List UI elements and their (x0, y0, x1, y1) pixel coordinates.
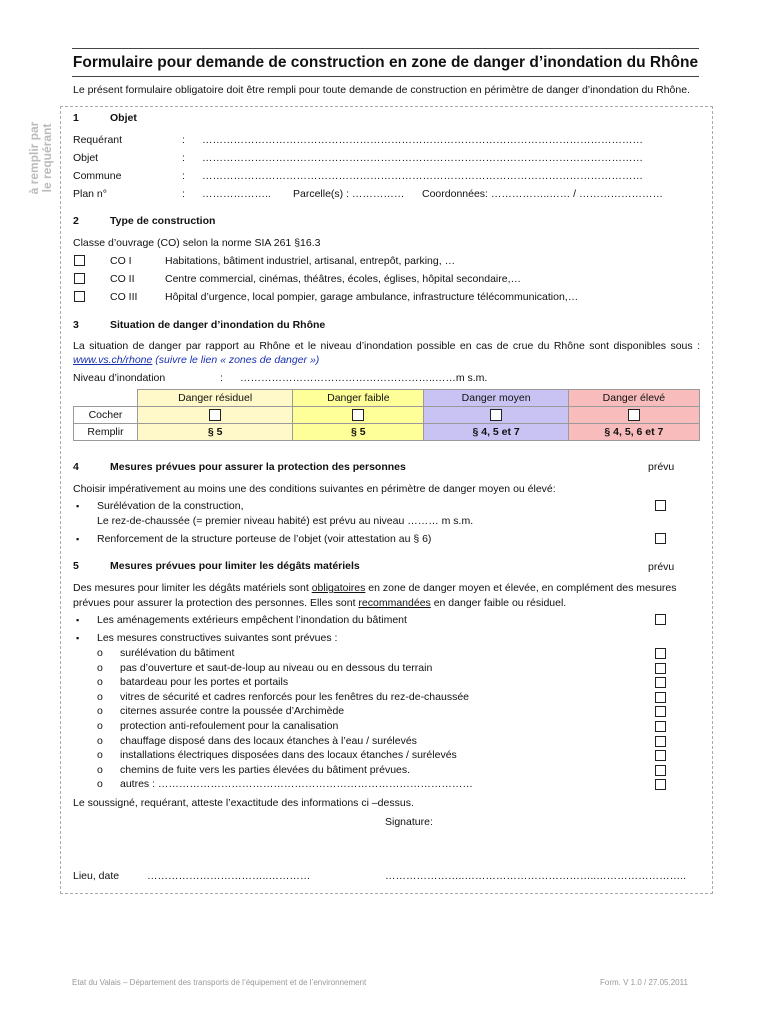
subitem-checkbox[interactable] (655, 663, 666, 674)
plan-colon: : (182, 188, 185, 200)
rhone-link-note: (suivre le lien « zones de danger ») (155, 354, 320, 366)
subitem-checkbox[interactable] (655, 648, 666, 659)
requerant-label: Requérant (73, 134, 123, 146)
coordonnees-field[interactable]: Coordonnées: ……………..…… / …………………… (422, 188, 663, 200)
commune-label: Commune (73, 170, 122, 182)
s4-surelevation: Surélévation de la construction, (97, 500, 244, 512)
subitem-label: chemins de fuite vers les parties élevées du bâtiment prévues. (120, 763, 411, 776)
side-label-line2: le requérant (40, 123, 54, 193)
subitem-label: pas d’ouverture et saut-de-loup au niveau ou en dessous du terrain (120, 661, 433, 674)
subitem-checkbox[interactable] (655, 750, 666, 761)
lieu-date-label: Lieu, date (73, 870, 120, 882)
commune-colon: : (182, 170, 185, 182)
subitem-label: autres : ……………………………………………………………………………… (120, 778, 473, 791)
s4-bullet-2: ▪ (76, 534, 80, 544)
niveau-colon: : (220, 372, 223, 384)
s5-para-line2 (73, 597, 566, 609)
s4-bullet-1: ▪ (76, 501, 80, 511)
subitem-checkbox[interactable] (655, 736, 666, 747)
s5-amenagements-checkbox[interactable] (655, 614, 666, 625)
s4-prevu-header: prévu (648, 461, 675, 473)
intro-text: Le présent formulaire obligatoire doit être rempli pour toute demande de construction en périmètre de danger d’inondation du Rhône. (73, 84, 690, 96)
subitem-marker: o (97, 763, 103, 776)
s4-renforcement-checkbox[interactable] (655, 533, 666, 544)
header-danger-faible: Danger faible (293, 390, 424, 407)
section-1-title: Objet (110, 112, 137, 124)
objet-colon: : (182, 152, 185, 164)
subitem-marker: o (97, 690, 103, 703)
co2-desc: Centre commercial, cinémas, théâtres, écoles, églises, hôpital secondaire,… (165, 273, 521, 285)
niveau-field[interactable]: ………………………………………………..……m s.m. (240, 372, 488, 384)
subitem-checkbox[interactable] (655, 765, 666, 776)
subitem-checkbox[interactable] (655, 706, 666, 717)
subitem-marker: o (97, 676, 103, 689)
subitem-marker: o (97, 720, 103, 732)
subitem-checkbox[interactable] (655, 721, 666, 732)
section-2-number: 2 (73, 215, 79, 227)
objet-label: Objet (73, 152, 99, 164)
plan-field[interactable]: ……………….. (202, 188, 271, 200)
s5-para2-c: en danger faible ou résiduel. (430, 597, 567, 609)
co-intro: Classe d’ouvrage (CO) selon la norme SIA 261 §16.3 (73, 237, 321, 249)
subitem-label: protection anti-refoulement pour la canalisation (120, 720, 339, 732)
ref-faible: § 5 (293, 424, 424, 441)
s5-para-line1 (73, 582, 677, 594)
parcelle-field[interactable]: Parcelle(s) : …………… (293, 188, 405, 200)
cell-cocher-eleve (568, 407, 699, 424)
requerant-field[interactable]: ……………………………………………………………………………………………………………… (202, 134, 643, 146)
row-label-cocher: Cocher (74, 407, 138, 424)
danger-table (73, 389, 700, 441)
cell-cocher-faible (293, 407, 424, 424)
danger-moyen-checkbox[interactable] (490, 409, 502, 421)
section-3-title: Situation de danger d’inondation du Rhône (110, 319, 326, 331)
co2-code: CO II (110, 273, 135, 285)
s4-surelevation-checkbox[interactable] (655, 500, 666, 511)
table-corner (74, 390, 138, 407)
danger-faible-checkbox[interactable] (352, 409, 364, 421)
objet-field[interactable]: ……………………………………………………………………………………………………………… (202, 152, 643, 164)
co3-checkbox[interactable] (74, 291, 85, 302)
ref-eleve: § 4, 5, 6 et 7 (568, 424, 699, 441)
subitem-checkbox[interactable] (655, 692, 666, 703)
s4-intro: Choisir impérativement au moins une des conditions suivantes en périmètre de danger moyen ou élevé: (73, 483, 556, 495)
section-4-title: Mesures prévues pour assurer la protection des personnes (110, 461, 406, 473)
ref-moyen: § 4, 5 et 7 (424, 424, 568, 441)
commune-field[interactable]: ……………………………………………………………………………………………………………… (202, 170, 643, 182)
requerant-colon: : (182, 134, 185, 146)
situation-paragraph: La situation de danger par rapport au Rhône et le niveau d’inondation possible en cas de crue du Rhône sont disponibles sous : (73, 340, 700, 352)
subitem-checkbox[interactable] (655, 779, 666, 790)
s4-rez-niveau[interactable]: Le rez-de-chaussée (= premier niveau habité) est prévu au niveau ……… m s.m. (97, 515, 474, 527)
s5-amenagements: Les aménagements extérieurs empêchent l’inondation du bâtiment (97, 614, 407, 626)
co1-code: CO I (110, 255, 132, 267)
header-danger-eleve: Danger élevé (568, 390, 699, 407)
s5-para1-a: Des mesures pour limiter les dégâts matériels sont (73, 582, 312, 594)
section-5-number: 5 (73, 560, 79, 572)
header-danger-residuel: Danger résiduel (138, 390, 293, 407)
side-label (28, 118, 54, 198)
ref-residuel: § 5 (138, 424, 293, 441)
subitem-label: chauffage disposé dans des locaux étanches à l’eau / surélevés (120, 734, 417, 747)
cell-cocher-moyen (424, 407, 568, 424)
footer-department: Etat du Valais – Département des transports de l’équipement et de l’environnement (72, 978, 367, 987)
s5-bullet-2: ▪ (76, 633, 80, 643)
co2-checkbox[interactable] (74, 273, 85, 284)
s5-mesures-constructives: Les mesures constructives suivantes sont prévues : (97, 632, 338, 644)
subitem-marker: o (97, 647, 103, 659)
section-2-title: Type de construction (110, 215, 216, 227)
subitem-marker: o (97, 749, 103, 762)
footer-form-version: Form. V 1.0 / 27.05.2011 (600, 978, 688, 987)
niveau-label: Niveau d’inondation (73, 372, 166, 384)
subitem-label: batardeau pour les portes et portails (120, 676, 289, 689)
signature-label: Signature: (385, 816, 433, 828)
attestation-text: Le soussigné, requérant, atteste l’exactitude des informations ci –dessus. (73, 797, 414, 809)
section-1-number: 1 (73, 112, 79, 124)
s5-para1-c: en zone de danger moyen et élevée, en complément des mesures (365, 582, 677, 594)
subitem-label: citernes assurée contre la poussée d’Archimède (120, 705, 345, 718)
co1-desc: Habitations, bâtiment industriel, artisanal, entrepôt, parking, … (165, 255, 456, 267)
subitem-marker: o (97, 734, 103, 747)
co1-checkbox[interactable] (74, 255, 85, 266)
subitem-marker: o (97, 661, 103, 674)
s5-para2-a: prévues pour assurer la protection des personnes. Elles sont (73, 597, 359, 609)
side-label-line1: à remplir par (27, 121, 41, 195)
subitem-label: surélévation du bâtiment (120, 647, 235, 659)
co3-code: CO III (110, 291, 138, 303)
s5-bullet-1: ▪ (76, 615, 80, 625)
title-rule-top (72, 48, 699, 49)
subitem-checkbox[interactable] (655, 677, 666, 688)
plan-label: Plan n° (73, 188, 107, 200)
section-5-title: Mesures prévues pour limiter les dégâts matériels (110, 560, 360, 572)
s5-para1-obligatoires: obligatoires (311, 582, 366, 594)
danger-eleve-checkbox[interactable] (628, 409, 640, 421)
s5-prevu-header: prévu (648, 561, 675, 573)
header-danger-moyen: Danger moyen (424, 390, 568, 407)
lieu-date-field[interactable]: ……………………………..………… (147, 870, 311, 882)
title-rule-bottom (72, 76, 699, 77)
co3-desc: Hôpital d’urgence, local pompier, garage ambulance, infrastructure télécommunication,… (165, 291, 579, 303)
section-4-number: 4 (73, 461, 79, 473)
signature-field[interactable]: …………………..………………………………..…………………….. (385, 870, 687, 882)
s4-renforcement: Renforcement de la structure porteuse de l’objet (voir attestation au § 6) (97, 533, 432, 545)
section-3-number: 3 (73, 319, 79, 331)
subitem-label: installations électriques disposées dans des locaux étanches / surélevés (120, 749, 457, 762)
cell-cocher-residuel (138, 407, 293, 424)
subitem-marker: o (97, 778, 103, 791)
subitem-marker: o (97, 705, 103, 718)
subitem-label: vitres de sécurité et cadres renforcés pour les fenêtres du rez-de-chaussée (120, 690, 470, 703)
row-label-remplir: Remplir (74, 424, 138, 441)
s5-para2-recommandees: recommandées (358, 597, 431, 609)
page-title: Formulaire pour demande de construction en zone de danger d’inondation du Rhône (72, 54, 699, 71)
rhone-link[interactable]: www.vs.ch/rhone (73, 354, 153, 366)
danger-residuel-checkbox[interactable] (209, 409, 221, 421)
